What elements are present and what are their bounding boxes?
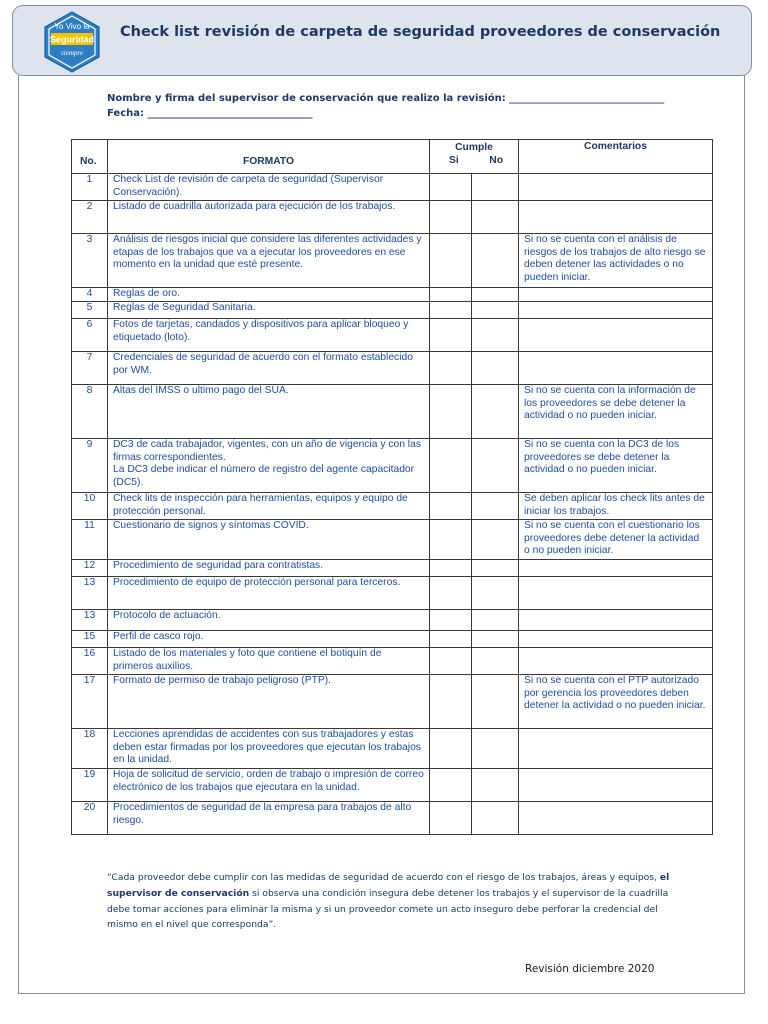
table-row (72, 302, 713, 319)
table-row (72, 319, 713, 352)
row-si-checkbox[interactable] (430, 577, 472, 610)
row-no-checkbox[interactable] (472, 319, 519, 352)
row-number: 3 (72, 234, 108, 288)
row-no-checkbox[interactable] (472, 577, 519, 610)
revision-date: Revisión diciembre 2020 (525, 963, 655, 975)
table-header-row (72, 140, 713, 174)
row-number: 16 (72, 648, 108, 675)
row-number: 19 (72, 769, 108, 802)
row-no-checkbox[interactable] (472, 560, 519, 577)
row-no-checkbox[interactable] (472, 385, 519, 439)
row-si-checkbox[interactable] (430, 385, 472, 439)
row-no-checkbox[interactable] (472, 610, 519, 631)
row-no-checkbox[interactable] (472, 675, 519, 729)
row-comentarios (519, 288, 713, 302)
row-no-checkbox[interactable] (472, 520, 519, 560)
header-comentarios: Comentarios (519, 140, 713, 174)
row-formato: Cuestionario de signos y síntomas COVID. (108, 520, 430, 560)
row-comentarios: Si no se cuenta con el PTP autorizado por gerencia los proveedores deben detener la actividad o no pueden iniciar. (519, 675, 713, 729)
table-row (72, 520, 713, 560)
row-no-checkbox[interactable] (472, 352, 519, 385)
header-banner (12, 5, 752, 76)
row-comentarios (519, 729, 713, 769)
row-formato: Listado de los materiales y foto que contiene el botiquín de primeros auxilios. (108, 648, 430, 675)
table-row (72, 769, 713, 802)
seguridad-logo (42, 10, 102, 74)
logo-line-3: siempre (61, 49, 83, 57)
row-comentarios (519, 319, 713, 352)
row-si-checkbox[interactable] (430, 493, 472, 520)
row-si-checkbox[interactable] (430, 520, 472, 560)
table-row (72, 385, 713, 439)
row-formato: Perfil de casco rojo. (108, 631, 430, 648)
row-si-checkbox[interactable] (430, 288, 472, 302)
table-row (72, 560, 713, 577)
row-comentarios (519, 201, 713, 234)
row-formato: Lecciones aprendidas de accidentes con sus trabajadores y estas deben estar firmadas por los proveedores que ejecutan los trabajos en la unidad. (108, 729, 430, 769)
header-cumple-label: Cumple (455, 142, 493, 153)
row-comentarios (519, 631, 713, 648)
row-formato: Formato de permiso de trabajo peligroso (PTP). (108, 675, 430, 729)
row-si-checkbox[interactable] (430, 631, 472, 648)
row-comentarios (519, 802, 713, 835)
row-si-checkbox[interactable] (430, 201, 472, 234)
page-title: Check list revisión de carpeta de seguridad proveedores de conservación (120, 24, 721, 40)
row-no-checkbox[interactable] (472, 729, 519, 769)
table-row (72, 439, 713, 493)
table-row (72, 802, 713, 835)
row-si-checkbox[interactable] (430, 802, 472, 835)
row-comentarios (519, 560, 713, 577)
row-number: 4 (72, 288, 108, 302)
date-line: Fecha: _________________________________ (107, 108, 313, 119)
row-si-checkbox[interactable] (430, 352, 472, 385)
logo-line-2: Seguridad (49, 34, 95, 45)
row-si-checkbox[interactable] (430, 769, 472, 802)
row-comentarios (519, 302, 713, 319)
logo-line-1: Yo Vivo la (54, 22, 90, 31)
row-formato: Altas del IMSS o ultimo pago del SUA. (108, 385, 430, 439)
table-row (72, 352, 713, 385)
row-no-checkbox[interactable] (472, 174, 519, 201)
table-row (72, 234, 713, 288)
row-number: 10 (72, 493, 108, 520)
header-formato: FORMATO (108, 140, 430, 174)
row-no-checkbox[interactable] (472, 631, 519, 648)
row-number: 17 (72, 675, 108, 729)
row-formato: Análisis de riesgos inicial que considere las diferentes actividades y etapas de los trabajos que va a ejecutar los proveedores en ese momento en la unidad que esté presente. (108, 234, 430, 288)
table-row (72, 174, 713, 201)
row-no-checkbox[interactable] (472, 648, 519, 675)
table-row (72, 201, 713, 234)
row-no-checkbox[interactable] (472, 234, 519, 288)
supervisor-signature-line: Nombre y firma del supervisor de conservación que realizo la revisión: _______________________________ (107, 93, 665, 104)
row-si-checkbox[interactable] (430, 648, 472, 675)
row-number: 5 (72, 302, 108, 319)
row-number: 1 (72, 174, 108, 201)
row-si-checkbox[interactable] (430, 319, 472, 352)
row-formato: Fotos de tarjetas, candados y dispositivos para aplicar bloqueo y etiquetado (loto). (108, 319, 430, 352)
row-si-checkbox[interactable] (430, 729, 472, 769)
row-si-checkbox[interactable] (430, 675, 472, 729)
row-number: 15 (72, 631, 108, 648)
row-si-checkbox[interactable] (430, 439, 472, 493)
table-row (72, 493, 713, 520)
row-si-checkbox[interactable] (430, 234, 472, 288)
row-comentarios: Si no se cuenta con el cuestionario los proveedores debe detener la actividad o no pueden iniciar. (519, 520, 713, 560)
row-formato: Listado de cuadrilla autorizada para ejecución de los trabajos. (108, 201, 430, 234)
row-comentarios (519, 610, 713, 631)
table-row (72, 577, 713, 610)
row-si-checkbox[interactable] (430, 302, 472, 319)
header-cumple (430, 140, 519, 174)
row-formato: Procedimiento de seguridad para contratistas. (108, 560, 430, 577)
row-no-checkbox[interactable] (472, 201, 519, 234)
checklist-body (72, 174, 713, 835)
row-number: 2 (72, 201, 108, 234)
table-row (72, 648, 713, 675)
row-comentarios (519, 648, 713, 675)
row-formato: Check List de revisión de carpeta de seguridad (Supervisor Conservación). (108, 174, 430, 201)
quote-bold: el supervisor de conservación (107, 872, 670, 899)
row-no-checkbox[interactable] (472, 769, 519, 802)
row-number: 13 (72, 610, 108, 631)
row-si-checkbox[interactable] (430, 560, 472, 577)
quote-part-1: “Cada proveedor debe cumplir con las medidas de seguridad de acuerdo con el riesgo de los trabajos, áreas y equipos, (107, 872, 660, 883)
row-formato: Reglas de oro. (108, 288, 430, 302)
row-formato: Reglas de Seguridad Sanitaria. (108, 302, 430, 319)
row-number: 8 (72, 385, 108, 439)
row-number: 13 (72, 577, 108, 610)
row-formato: DC3 de cada trabajador, vigentes, con un año de vigencia y con las firmas correspondientes. La DC3 debe indicar el número de registro del agente capacitador (DC5). (108, 439, 430, 493)
table-row (72, 631, 713, 648)
row-comentarios: Si no se cuenta con el análisis de riesgos de los trabajos de alto riesgo se deben detener las actividades o no pueden iniciar. (519, 234, 713, 288)
row-no-checkbox[interactable] (472, 493, 519, 520)
header-no: No. (72, 140, 108, 174)
row-formato: Procedimientos de seguridad de la empresa para trabajos de alto riesgo. (108, 802, 430, 835)
row-number: 12 (72, 560, 108, 577)
row-si-checkbox[interactable] (430, 610, 472, 631)
row-formato: Credenciales de seguridad de acuerdo con el formato establecido por WM. (108, 352, 430, 385)
table-row (72, 288, 713, 302)
row-si-checkbox[interactable] (430, 174, 472, 201)
safety-quote (107, 870, 677, 933)
row-number: 20 (72, 802, 108, 835)
table-row (72, 610, 713, 631)
header-si: Si (449, 155, 459, 166)
row-formato: Protocolo de actuación. (108, 610, 430, 631)
row-formato: Procedimiento de equipo de protección personal para terceros. (108, 577, 430, 610)
row-number: 9 (72, 439, 108, 493)
row-comentarios: Si no se cuenta con la DC3 de los proveedores se debe detener la actividad o no pueden iniciar. (519, 439, 713, 493)
row-no-checkbox[interactable] (472, 439, 519, 493)
header-no-col: No (489, 155, 503, 166)
row-comentarios: Si no se cuenta con la información de los proveedores se debe detener la actividad o no pueden iniciar. (519, 385, 713, 439)
row-no-checkbox[interactable] (472, 302, 519, 319)
row-comentarios (519, 577, 713, 610)
row-comentarios: Se deben aplicar los check lits antes de iniciar los trabajos. (519, 493, 713, 520)
row-number: 7 (72, 352, 108, 385)
table-row (72, 675, 713, 729)
row-number: 11 (72, 520, 108, 560)
row-number: 6 (72, 319, 108, 352)
row-formato: Check lits de inspección para herramientas, equipos y equipo de protección personal. (108, 493, 430, 520)
checklist-table (71, 139, 713, 835)
quote-part-2: si observa una condición insegura debe detener los trabajos y el supervisor de la cuadrilla debe tomar acciones para eliminar la misma y si un proveedor comete un acto inseguro debe perforar la credencial del mismo en el nivel que corresponda”. (107, 887, 669, 931)
row-comentarios (519, 174, 713, 201)
row-formato: Hoja de solicitud de servicio, orden de trabajo o impresión de correo electrónico de los trabajos que ejecutara en la unidad. (108, 769, 430, 802)
table-row (72, 729, 713, 769)
row-comentarios (519, 352, 713, 385)
row-no-checkbox[interactable] (472, 288, 519, 302)
row-no-checkbox[interactable] (472, 802, 519, 835)
row-number: 18 (72, 729, 108, 769)
row-comentarios (519, 769, 713, 802)
